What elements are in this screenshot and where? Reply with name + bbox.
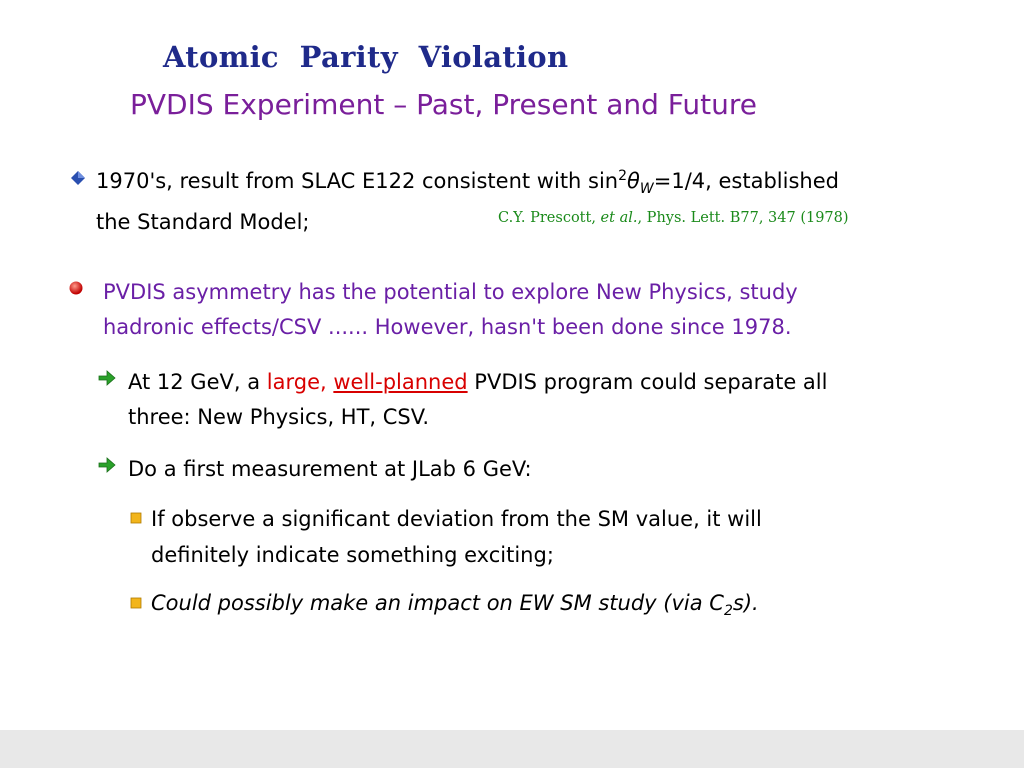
sub-bullet-1-line-2: three: New Physics, HT, CSV. [128, 405, 430, 429]
red-sphere-bullet-icon [68, 280, 84, 296]
footer-bar [0, 730, 1024, 768]
c2-subscript: 2 [723, 603, 733, 620]
bullet-2-line-2: hadronic effects/CSV ...... However, hasn't been done since 1978. [103, 315, 792, 339]
sub-sub-bullet-2-line-1: Could possibly make an impact on EW SM study (via $C_2s$). [151, 591, 759, 620]
citation: C.Y. Prescott, et al., Phys. Lett. B77, 347 (1978) [498, 210, 849, 226]
slide-title: Atomic Parity Violation [163, 40, 569, 74]
blue-diamond-bullet-icon [70, 170, 86, 186]
sub-bullet-2-line-1: Do a first measurement at JLab 6 GeV: [128, 457, 532, 481]
highlight-well-planned: well-planned [333, 370, 468, 394]
sin-superscript: 2 [618, 168, 628, 184]
green-arrow-bullet-icon [98, 370, 116, 386]
bullet-1-line-2: the Standard Model; [96, 210, 310, 234]
bullet-2-line-1: PVDIS asymmetry has the potential to explore New Physics, study [103, 280, 798, 304]
sub-sub-bullet-1-line-2: definitely indicate something exciting; [151, 543, 554, 567]
yellow-square-bullet-icon [130, 597, 142, 609]
bullet-1-line-1: 1970's, result from SLAC E122 consistent with $\sin^2\theta_W=1/4$, established [96, 168, 839, 198]
theta-symbol: θ [627, 169, 640, 193]
sub-sub-bullet-1-line-1: If observe a significant deviation from the SM value, it will [151, 507, 762, 531]
sub-bullet-1-line-1: At 12 GeV, a large, well-planned PVDIS program could separate all [128, 370, 828, 394]
weinberg-subscript: W [639, 181, 654, 198]
slide-subtitle: PVDIS Experiment – Past, Present and Future [130, 88, 757, 121]
green-arrow-bullet-icon [98, 457, 116, 473]
highlight-large: large, [266, 370, 327, 394]
yellow-square-bullet-icon [130, 512, 142, 524]
